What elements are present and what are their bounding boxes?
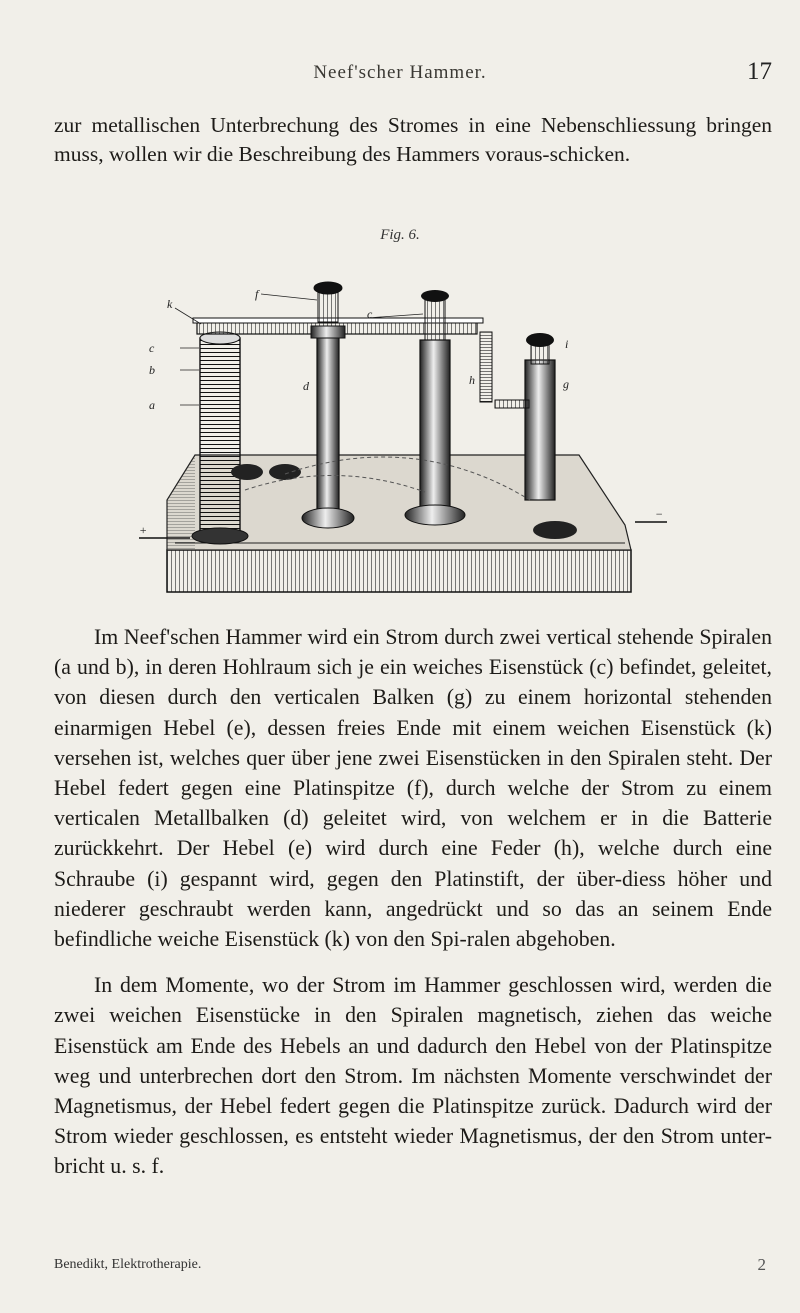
label-f: f xyxy=(255,287,259,301)
paragraph-1: Im Neef'schen Hammer wird ein Strom durch zwei vertical stehende Spiralen (a und b), in deren Hohlraum sich je ein weiches Eisenstück (c) befindet, geleitet, von diesen durch den verticalen Balken (g) zu einem horizontal stehenden einarmigen Hebel (e), dessen freies Ende mit einem weichen Eisenstück (k) versehen ist, welches quer über jene zwei Eisenstücken in den Spiralen steht. Der Hebel federt gegen eine Platinspitze (f), durch welche der Strom zu einem verticalen Metallbalken (d) geleitet wird, von welchem er in die Batterie zurückkehrt. Der Hebel (e) wird durch eine Feder (h), welche durch eine Schraube (i) gespannt wird, gegen den Platinstift, der über-diess höher und niederer geschraubt werden kann, angedrückt und so das an seinem Ende befindliche weiche Eisenstück (k) von den Spi-ralen abgehoben. xyxy=(54,625,772,952)
paragraph-2: In dem Momente, wo der Strom im Hammer geschlossen wird, werden die zwei weichen Eisenstücke in den Spiralen magnetisch, ziehen das weiche Eisenstück am Ende des Hebels an und dadurch den Hebel von der Platinspitze weg und unterbrechen dort den Strom. Im nächsten Momente verschwindet der Magnetismus, der Hebel federt gegen die Platinspitze zurück. Dadurch wird der Strom wieder geschlossen, es entsteht wieder Magnetismus, der den Strom unter-bricht u. s. f. xyxy=(54,973,772,1179)
label-c-top: c xyxy=(367,307,373,321)
label-plus: + xyxy=(139,523,148,537)
label-k: k xyxy=(167,297,173,311)
figure-neef-hammer-illustration xyxy=(135,260,675,600)
spring-h xyxy=(480,332,492,402)
label-c-left: c xyxy=(149,341,155,355)
footer-signature: 2 xyxy=(757,1255,766,1274)
label-a: a xyxy=(149,398,155,412)
intro-paragraph: zur metallischen Unterbrechung des Stromes in eine Nebenschliessung bringen muss, wollen wir die Beschreibung des Hammers voraus-schicken. xyxy=(54,113,772,166)
hammer-engraving xyxy=(135,260,675,600)
label-g: g xyxy=(563,377,569,391)
pillar-d xyxy=(317,335,339,515)
body-text xyxy=(54,622,772,1182)
figure-caption: Fig. 6. xyxy=(380,227,420,243)
page-header xyxy=(0,58,800,92)
page-number: 17 xyxy=(747,58,772,85)
label-h: h xyxy=(469,373,475,387)
right-post xyxy=(525,360,555,500)
running-head: Neef'scher Hammer. xyxy=(313,62,487,83)
pillar-g xyxy=(420,340,450,510)
label-d: d xyxy=(303,379,309,393)
coil-a-b xyxy=(200,338,240,538)
label-minus: − xyxy=(655,507,664,521)
page-footer xyxy=(54,1257,772,1281)
base-front xyxy=(167,550,631,592)
screw-i xyxy=(526,333,554,347)
footer-author: Benedikt, Elektrotherapie. xyxy=(54,1257,202,1272)
label-b: b xyxy=(149,363,155,377)
screw-f xyxy=(318,290,338,322)
label-i: i xyxy=(565,337,569,351)
